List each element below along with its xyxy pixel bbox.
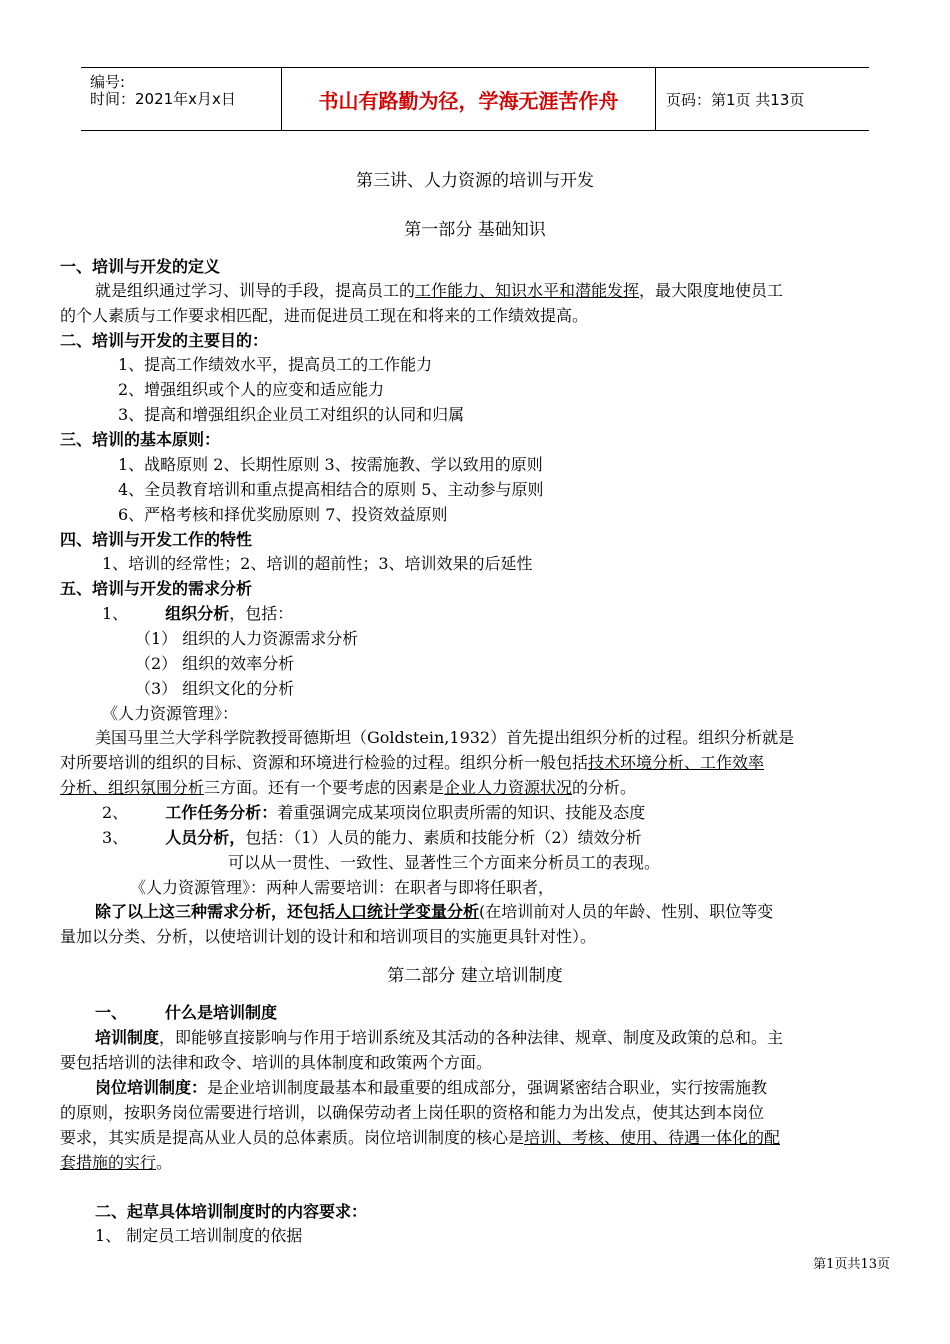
section3-line: 6、严格考核和择优奖励原则 7、投资效益原则 xyxy=(118,505,448,524)
goldstein-line1: 美国马里兰大学科学院教授哥德斯坦（Goldstein,1932）首先提出组织分析的过程。组织分析就是 xyxy=(95,728,795,747)
header-table xyxy=(81,67,869,131)
post-training-line1: 岗位培训制度：是企业培训制度最基本和最重要的组成部分，强调紧密结合职业，实行按需施教 xyxy=(95,1078,768,1097)
part2-section2-item1: 1、 制定员工培训制度的依据 xyxy=(95,1226,303,1245)
goldstein-line3: 分析、组织氛围分析三方面。还有一个要考虑的因素是企业人力资源状况的分析。 xyxy=(60,778,637,797)
part2-section2-heading: 二、起草具体培训制度时的内容要求： xyxy=(95,1202,368,1221)
post-training-line2: 的原则，按职务岗位需要进行培训，以确保劳动者上岗任职的资格和能力为出发点，使其达到本岗位 xyxy=(60,1103,765,1122)
header-left-cell xyxy=(81,68,282,130)
section1-heading: 一、培训与开发的定义 xyxy=(60,257,221,276)
s5-1-line: 1、 组织分析，包括： xyxy=(102,604,294,623)
number-label: 编号: xyxy=(90,73,126,91)
section2-item: 1、提高工作绩效水平，提高员工的工作能力 xyxy=(118,355,433,374)
lecture-title: 第三讲、人力资源的培训与开发 xyxy=(356,171,594,191)
book-ref-1: 《人力资源管理》： xyxy=(102,704,239,723)
page-info: 页码：第1页 共13页 xyxy=(666,90,805,109)
demographic-line1: 除了以上这三种需求分析，还包括人口统计学变量分析(在培训前对人员的年龄、性别、职位等变 xyxy=(95,902,774,921)
header-right-cell xyxy=(656,68,869,130)
section4-heading: 四、培训与开发工作的特性 xyxy=(60,530,253,549)
section2-heading: 二、培训与开发的主要目的： xyxy=(60,331,269,350)
section3-line: 1、战略原则 2、长期性原则 3、按需施教、学以致用的原则 xyxy=(118,455,543,474)
section4-line: 1、培训的经常性；2、培训的超前性；3、培训效果的后延性 xyxy=(102,554,533,573)
section3-line: 4、全员教育培训和重点提高相结合的原则 5、主动参与原则 xyxy=(118,480,544,499)
part2-section1-heading: 一、 什么是培训制度 xyxy=(95,1003,278,1022)
date-label: 时间：2021年x月x日 xyxy=(90,90,236,108)
training-system-def-line1: 培训制度，即能够直接影响与作用于培训系统及其活动的各种法律、规章、制度及政策的总和。主 xyxy=(95,1028,784,1047)
section2-item: 3、提高和增强组织企业员工对组织的认同和归属 xyxy=(118,405,465,424)
section2-item: 2、增强组织或个人的应变和适应能力 xyxy=(118,380,385,399)
goldstein-line2: 对所要培训的组织的目标、资源和环境进行检验的过程。组织分析一般包括技术环境分析、工作效率 xyxy=(60,753,765,772)
footer-page-number: 第1页共13页 xyxy=(813,1257,890,1272)
motto: 书山有路勤为径，学海无涯苦作舟 xyxy=(318,88,619,113)
s5-1-item: （2） 组织的效率分析 xyxy=(135,654,295,673)
section5-heading: 五、培训与开发的需求分析 xyxy=(60,579,253,598)
demographic-line2: 量加以分类、分析，以使培训计划的设计和和培训项目的实施更具针对性）。 xyxy=(60,927,597,946)
s5-3-line2: 可以从一贯性、一致性、显著性三个方面来分析员工的表现。 xyxy=(228,853,661,872)
s5-1-item: （3） 组织文化的分析 xyxy=(135,679,295,698)
section3-heading: 三、培训的基本原则： xyxy=(60,430,221,449)
training-system-def-line2: 要包括培训的法律和政令、培训的具体制度和政策两个方面。 xyxy=(60,1053,493,1072)
header-center-cell xyxy=(282,68,656,130)
part2-title: 第二部分 建立培训制度 xyxy=(387,966,563,986)
section1-para-line1: 就是组织通过学习、训导的手段，提高员工的工作能力、知识水平和潜能发挥，最大限度地使员工 xyxy=(95,281,784,300)
post-training-line4: 套措施的实行。 xyxy=(60,1153,173,1172)
book-ref-2: 《人力资源管理》：两种人需要培训：在职者与即将任职者， xyxy=(130,878,555,897)
s5-2-line: 2、 工作任务分析：着重强调完成某项岗位职责所需的知识、技能及态度 xyxy=(102,803,646,822)
part1-title: 第一部分 基础知识 xyxy=(404,220,546,240)
section1-para-line2: 的个人素质与工作要求相匹配，进而促进员工现在和将来的工作绩效提高。 xyxy=(60,306,589,325)
s5-1-item: （1） 组织的人力资源需求分析 xyxy=(135,629,359,648)
post-training-line3: 要求，其实质是提高从业人员的总体素质。岗位培训制度的核心是培训、考核、使用、待遇一体化的配 xyxy=(60,1128,781,1147)
s5-3-line: 3、 人员分析，包括：（1）人员的能力、素质和技能分析（2）绩效分析 xyxy=(102,828,642,847)
